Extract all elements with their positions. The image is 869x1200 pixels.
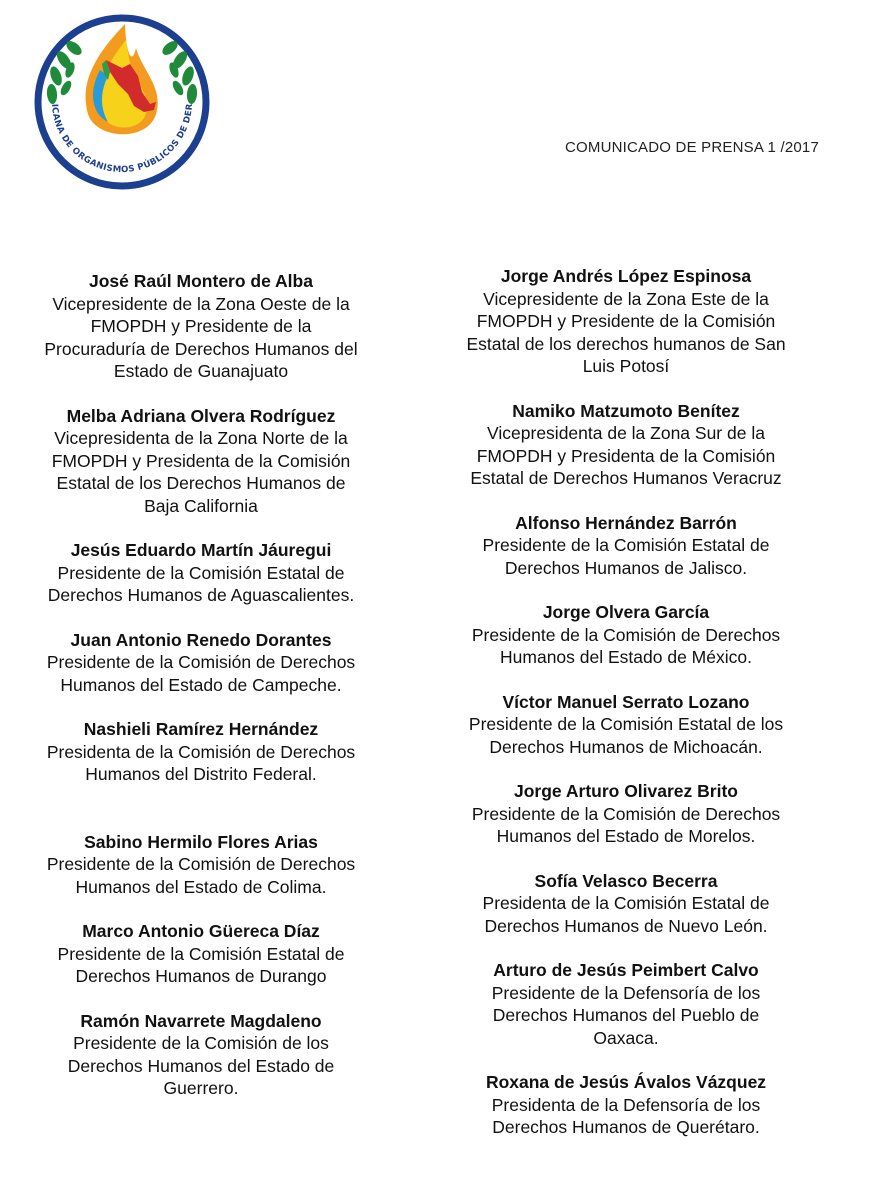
- official-entry: [431, 512, 821, 580]
- fmopdh-logo: [30, 10, 214, 194]
- official-role-line: FMOPDH y Presidente de la Comisión: [476, 311, 776, 331]
- official-entry: [6, 920, 396, 988]
- official-role-line: Guerrero.: [163, 1078, 239, 1098]
- official-role-line: Humanos del Estado de Morelos.: [496, 826, 756, 846]
- official-role-line: Luis Potosí: [582, 356, 670, 376]
- official-entry: [6, 405, 396, 518]
- official-name: José Raúl Montero de Alba: [89, 271, 313, 291]
- official-role-line: Derechos Humanos de Jalisco.: [504, 557, 748, 578]
- official-role-line: Presidenta de la Comisión Estatal de: [482, 893, 770, 913]
- official-name: Nashieli Ramírez Hernández: [83, 719, 319, 739]
- official-role-line: FMOPDH y Presidenta de la Comisión: [476, 445, 776, 466]
- official-name: Víctor Manuel Serrato Lozano: [502, 691, 750, 712]
- svg-text:FEDERACIÓN MEXICANA DE ORGANIS: ICANA DE ORGANISMOS PÚBLICOS DE DER: [49, 103, 196, 176]
- official-name: Jorge Andrés López Espinosa: [500, 266, 752, 286]
- official-role-line: Presidente de la Comisión Estatal de los: [468, 714, 784, 734]
- official-entry: [6, 1010, 396, 1100]
- official-name: Jorge Arturo Olivarez Brito: [514, 781, 738, 801]
- official-entry: [431, 601, 821, 669]
- official-role-line: FMOPDH y Presidente de la: [90, 316, 312, 336]
- official-name: Namiko Matzumoto Benítez: [512, 400, 740, 421]
- official-role-line: Estado de Guanajuato: [113, 361, 289, 381]
- official-entry: [431, 870, 821, 938]
- official-role-line: Vicepresidenta de la Zona Norte de la: [54, 428, 348, 448]
- official-entry: [431, 400, 821, 490]
- official-entry: [6, 718, 396, 786]
- official-name: Sofía Velasco Becerra: [534, 870, 718, 891]
- official-role-line: Derechos Humanos de Querétaro.: [492, 1117, 760, 1137]
- official-role-line: Presidente de la Comisión de los: [73, 1033, 329, 1053]
- official-role-line: Vicepresidente de la Zona Oeste de la: [52, 293, 350, 314]
- official-role-line: Estatal de Derechos Humanos Veracruz: [470, 468, 782, 488]
- official-role-line: Vicepresidente de la Zona Este de la: [483, 288, 769, 309]
- official-entry: [431, 1071, 821, 1139]
- official-entry: [6, 629, 396, 697]
- official-name: Jesús Eduardo Martín Jáuregui: [70, 540, 332, 560]
- official-name: Melba Adriana Olvera Rodríguez: [66, 405, 336, 426]
- official-role-line: Presidente de la Comisión Estatal de: [57, 943, 345, 964]
- official-entry: [431, 691, 821, 759]
- official-role-line: Presidente de la Comisión de Derechos: [471, 624, 781, 645]
- official-name: Roxana de Jesús Ávalos Vázquez: [485, 1072, 767, 1092]
- official-role-line: Presidenta de la Comisión de Derechos: [46, 741, 356, 762]
- official-role-line: Oaxaca.: [593, 1027, 659, 1048]
- official-name: Jorge Olvera García: [542, 602, 710, 622]
- official-role-line: Derechos Humanos de Michoacán.: [489, 736, 763, 757]
- official-role-line: Humanos del Estado de Colima.: [75, 876, 327, 897]
- official-role-line: Presidente de la Comisión de Derechos: [46, 854, 356, 874]
- official-role-line: Presidente de la Comisión de Derechos: [471, 803, 781, 824]
- official-role-line: Estatal de los Derechos Humanos de: [56, 473, 346, 493]
- official-role-line: Procuraduría de Derechos Humanos del: [44, 338, 358, 359]
- official-name: Marco Antonio Güereca Díaz: [82, 921, 320, 941]
- official-role-line: FMOPDH y Presidenta de la Comisión: [51, 450, 351, 471]
- official-entry: [431, 265, 821, 378]
- official-role-line: Estatal de los derechos humanos de San: [466, 333, 786, 354]
- official-name: Juan Antonio Renedo Dorantes: [70, 629, 332, 650]
- official-role-line: Humanos del Estado de México.: [500, 647, 752, 667]
- official-role-line: Presidente de la Defensoría de los: [491, 982, 761, 1003]
- official-role-line: Presidenta de la Defensoría de los: [491, 1094, 761, 1115]
- official-role-line: Presidente de la Comisión Estatal de: [482, 535, 770, 555]
- official-entry: [431, 780, 821, 848]
- official-role-line: Humanos del Distrito Federal.: [85, 764, 317, 784]
- official-role-line: Derechos Humanos de Aguascalientes.: [47, 585, 355, 605]
- official-entry: [431, 959, 821, 1049]
- official-entry: [6, 270, 396, 383]
- official-entry: [6, 539, 396, 607]
- official-role-line: Derechos Humanos de Durango: [75, 966, 327, 986]
- official-name: Ramón Navarrete Magdaleno: [80, 1010, 322, 1031]
- official-role-line: Vicepresidenta de la Zona Sur de la: [487, 423, 765, 443]
- official-role-line: Humanos del Estado de Campeche.: [60, 674, 342, 695]
- official-entry: [6, 831, 396, 899]
- official-role-line: Presidente de la Comisión Estatal de: [57, 562, 345, 583]
- press-release-label: COMUNICADO DE PRENSA 1 /2017: [565, 139, 820, 156]
- official-role-line: Presidente de la Comisión de Derechos: [46, 652, 356, 672]
- official-name: Sabino Hermilo Flores Arias: [84, 831, 318, 852]
- official-role-line: Baja California: [144, 495, 258, 516]
- right-column: [431, 265, 821, 1161]
- official-role-line: Derechos Humanos del Pueblo de: [492, 1005, 760, 1025]
- official-name: Alfonso Hernández Barrón: [515, 512, 737, 533]
- left-column: [6, 270, 396, 1122]
- official-role-line: Derechos Humanos de Nuevo León.: [484, 915, 768, 936]
- official-role-line: Derechos Humanos del Estado de: [67, 1055, 335, 1076]
- official-name: Arturo de Jesús Peimbert Calvo: [493, 960, 759, 980]
